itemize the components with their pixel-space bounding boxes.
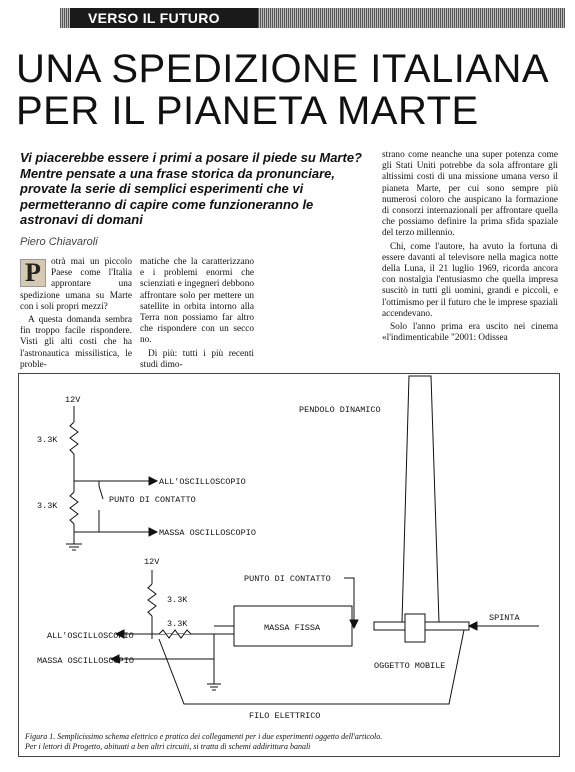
column-1-paragraph-1: P otrà mai un piccolo Paese come l'Italia approntare una spedizione umana su Marte con i soli propri mezzi? bbox=[20, 257, 132, 312]
column-1-paragraph-2: A questa domanda sembra fin troppo facile rispondere. Visti gli alti costi che ha l'astronautica missilistica, le proble- bbox=[20, 315, 132, 370]
circuit-diagram bbox=[19, 374, 559, 756]
oggetto-mobile-block bbox=[405, 614, 425, 642]
label-oggetto: OGGETTO MOBILE bbox=[374, 661, 446, 671]
article-deck: Vi piacerebbe essere i primi a posare il piede su Marte? Mentre pensate a una frase storica da pronunciare, provate la serie di semplici esperimenti che vi permetteranno di capire come funzioneranno le astronavi di domani bbox=[20, 150, 362, 227]
arrow-icon bbox=[350, 620, 358, 628]
resistor-r3 bbox=[148, 584, 156, 616]
caption-line-2: Per i lettori di Progetto, abituati a ben altri circuiti, si tratta di schemi addirittura banali bbox=[25, 742, 311, 751]
column-2-paragraph-1: matiche che la caratterizzano e i problemi enormi che scienziati e ingegneri debbono affrontare solo per mettere un satellite in orbita intorno alla Terra non possiamo far altro che rispondere con un secco no. bbox=[140, 257, 254, 346]
pendulum-rod bbox=[402, 376, 439, 622]
column-3-paragraph-1: strano come neanche una super potenza come gli Stati Uniti potrebbe da sola affrontare gli altissimi costi di una missione umana verso il pianeta Marte, per cui sono sempre più numerosi coloro che auspicano la formazione di consorzi internazionali per affrontare quella che possiamo definire la prima sfida spaziale del terzo millennio. bbox=[382, 150, 558, 239]
column-3-paragraph-2: Chi, come l'autore, ha avuto la fortuna di essere davanti al televisore nella magica notte della Luna, il 21 luglio 1969, ricorda ancora con nostalgia l'entusiasmo che quella impresa suscitò in tutti gli uomini, grandi e piccoli, e l'ottimismo per il futuro che le imprese spaziali accendevano. bbox=[382, 241, 558, 319]
column-3 bbox=[382, 150, 558, 346]
resistor-r4 bbox=[159, 630, 191, 638]
label-r4: 3.3K bbox=[167, 619, 188, 629]
label-osc-bot: ALL'OSCILLOSCOPIO bbox=[47, 631, 134, 641]
label-spinta: SPINTA bbox=[489, 613, 520, 623]
column-2-paragraph-2: Di più: tutti i più recenti studi dimo- bbox=[140, 348, 254, 370]
label-r2: 3.3K bbox=[37, 501, 58, 511]
column-1 bbox=[20, 257, 132, 373]
label-12v-bot: 12V bbox=[144, 557, 160, 567]
column-2 bbox=[140, 257, 254, 373]
title-line-2: PER IL PIANETA MARTE bbox=[16, 89, 479, 133]
title-line-1: UNA SPEDIZIONE ITALIANA bbox=[16, 47, 550, 91]
resistor-r1 bbox=[70, 422, 78, 454]
figure-1 bbox=[18, 373, 560, 757]
resistor-r2 bbox=[70, 492, 78, 524]
label-r3: 3.3K bbox=[167, 595, 188, 605]
label-contact-bot: PUNTO DI CONTATTO bbox=[244, 574, 331, 584]
drop-cap: P bbox=[20, 259, 46, 287]
section-kicker: VERSO IL FUTURO bbox=[70, 8, 258, 28]
arrow-icon bbox=[149, 477, 157, 485]
switch-contact bbox=[99, 486, 103, 499]
label-pendolo: PENDOLO DINAMICO bbox=[299, 405, 381, 415]
label-massa-top: MASSA OSCILLOSCOPIO bbox=[159, 528, 256, 538]
arrow-icon bbox=[469, 622, 477, 630]
article-title bbox=[16, 48, 566, 132]
caption-line-1: Figura 1. Semplicissimo schema elettrico e pratico dei collegamenti per i due esperimenti oggetto dell'articolo. bbox=[25, 732, 383, 741]
label-massa-bot: MASSA OSCILLOSCOPIO bbox=[37, 656, 134, 666]
column-3-paragraph-3: Solo l'anno prima era uscito nei cinema «l'indimenticabile "2001: Odissea bbox=[382, 322, 558, 344]
label-massa-fissa: MASSA FISSA bbox=[264, 623, 321, 633]
arrow-icon bbox=[149, 528, 157, 536]
label-contact-top: PUNTO DI CONTATTO bbox=[109, 495, 196, 505]
label-filo: FILO ELETTRICO bbox=[249, 711, 321, 721]
label-12v-top: 12V bbox=[65, 395, 81, 405]
author-byline: Piero Chiavaroli bbox=[20, 236, 98, 248]
label-osc-top: ALL'OSCILLOSCOPIO bbox=[159, 477, 246, 487]
label-r1: 3.3K bbox=[37, 435, 58, 445]
figure-caption bbox=[25, 732, 553, 752]
